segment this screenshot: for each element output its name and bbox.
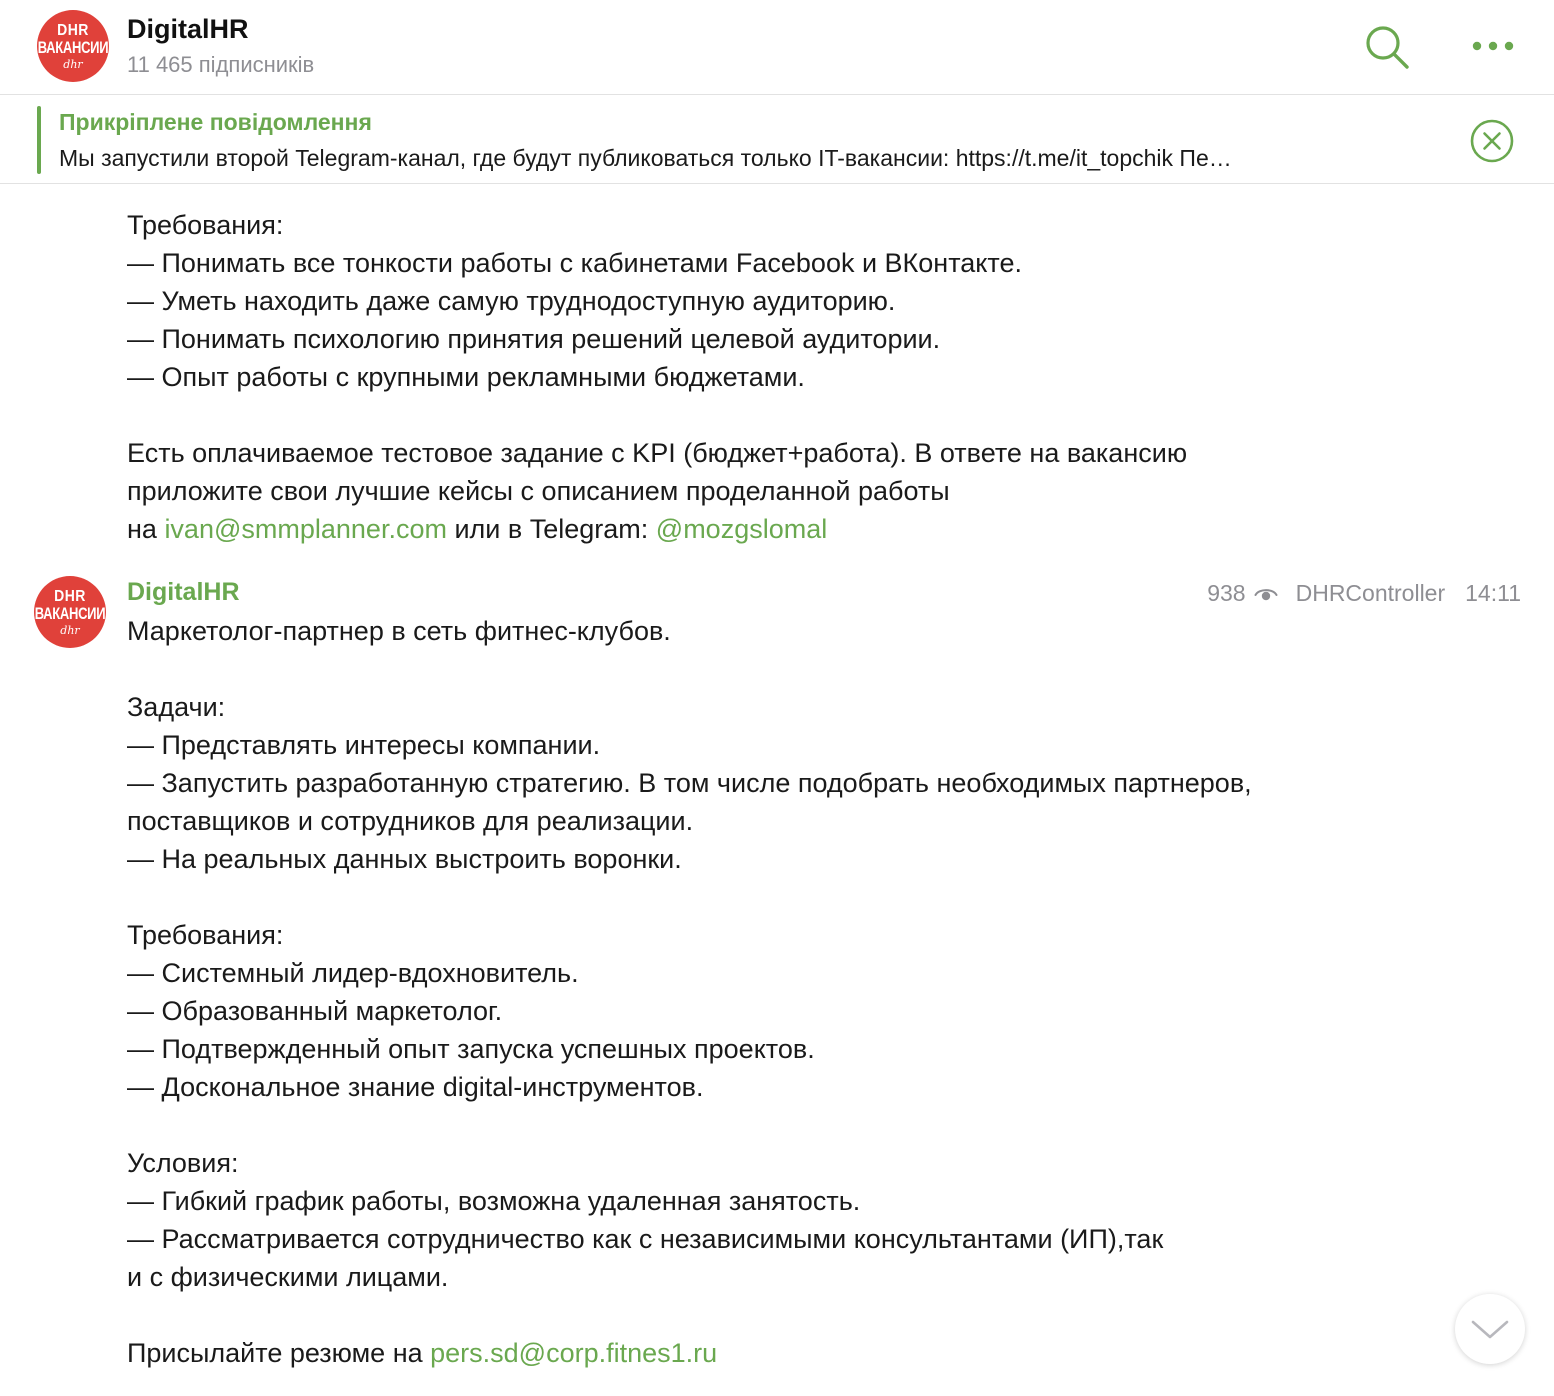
- more-options-button[interactable]: [1468, 28, 1518, 64]
- blank-line: [127, 1296, 1252, 1334]
- message-line: — Подтвержденный опыт запуска успешных проектов.: [127, 1034, 815, 1064]
- eye-icon: [1254, 584, 1278, 604]
- avatar-text-bottom: dhr: [60, 624, 80, 637]
- chevron-down-icon: [1470, 1317, 1510, 1341]
- message-contact-line: [127, 510, 1187, 548]
- blank-line: [127, 878, 1252, 916]
- resume-prefix: Присылайте резюме на: [127, 1338, 431, 1368]
- message-line: — Образованный маркетолог.: [127, 996, 503, 1026]
- message-line: — Доскональное знание digital-инструментов.: [127, 1072, 704, 1102]
- avatar-text-middle: ВАКАНСИИ: [37, 38, 109, 57]
- pinned-text: Мы запустили второй Telegram-канал, где будут публиковаться только IT-вакансии: https://t.me/it_topchik Пе…: [59, 145, 1232, 171]
- view-count: 938: [1207, 580, 1246, 606]
- message-line: — Гибкий график работы, возможна удаленная занятость.: [127, 1186, 861, 1216]
- channel-title[interactable]: DigitalHR: [127, 14, 249, 44]
- message-line: и с физическими лицами.: [127, 1262, 449, 1292]
- message-body: [127, 206, 1187, 548]
- message-line: Требования:: [127, 210, 284, 240]
- contact-middle: или в Telegram:: [446, 514, 656, 544]
- message-line: Условия:: [127, 1148, 239, 1178]
- message-meta: [1207, 580, 1521, 607]
- channel-avatar[interactable]: [37, 10, 109, 82]
- pinned-message-banner[interactable]: [0, 96, 1554, 184]
- message-line: — Опыт работы с крупными рекламными бюджетами.: [127, 362, 805, 392]
- message-author-name[interactable]: DigitalHR: [127, 578, 240, 606]
- search-icon: [1364, 24, 1410, 70]
- message-line: — Понимать все тонкости работы с кабинетами Facebook и ВКонтакте.: [127, 248, 1022, 278]
- blank-line: [127, 650, 1252, 688]
- scroll-to-bottom-button[interactable]: [1455, 1294, 1525, 1364]
- message-author-avatar[interactable]: [34, 576, 106, 648]
- message-body: [127, 612, 1252, 1372]
- resume-email-link[interactable]: pers.sd@corp.fitnes1.ru: [430, 1338, 718, 1368]
- more-icon: [1471, 40, 1515, 52]
- message-line: Задачи:: [127, 692, 226, 722]
- blank-line: [127, 396, 1187, 434]
- message-line: — Представлять интересы компании.: [127, 730, 601, 760]
- avatar-text-top: DHR: [54, 585, 86, 605]
- message-line: — Уметь находить даже самую труднодоступную аудиторию.: [127, 286, 896, 316]
- message-line: Маркетолог-партнер в сеть фитнес-клубов.: [127, 616, 671, 646]
- pinned-label: Прикріплене повідомлення: [59, 109, 372, 135]
- email-link[interactable]: ivan@smmplanner.com: [164, 514, 447, 544]
- message-line: — На реальных данных выстроить воронки.: [127, 844, 682, 874]
- avatar-text-bottom: dhr: [63, 58, 83, 71]
- unpin-close-button[interactable]: [1469, 118, 1515, 164]
- message-line: — Запустить разработанную стратегию. В том числе подобрать необходимых партнеров,: [127, 768, 1252, 798]
- post-signature: DHRController: [1295, 580, 1446, 606]
- blank-line: [127, 1106, 1252, 1144]
- avatar-text-top: DHR: [57, 19, 89, 39]
- search-button[interactable]: [1362, 22, 1412, 72]
- chat-header: [0, 0, 1554, 95]
- message-line: приложите свои лучшие кейсы с описанием проделанной работы: [127, 476, 950, 506]
- contact-prefix: на: [127, 514, 165, 544]
- message-line: Требования:: [127, 920, 284, 950]
- message-feed[interactable]: [0, 185, 1554, 1396]
- message-line: поставщиков и сотрудников для реализации.: [127, 806, 694, 836]
- close-circle-icon: [1469, 118, 1515, 164]
- message-line: — Системный лидер-вдохновитель.: [127, 958, 579, 988]
- message-time: 14:11: [1465, 580, 1521, 606]
- message-resume-line: [127, 1334, 1252, 1372]
- avatar-text-middle: ВАКАНСИИ: [34, 604, 106, 623]
- telegram-mention-link[interactable]: @mozgslomal: [655, 514, 828, 544]
- subscriber-count: 11 465 підписників: [127, 52, 315, 77]
- pinned-accent-bar: [37, 106, 41, 174]
- message-line: — Понимать психологию принятия решений целевой аудитории.: [127, 324, 941, 354]
- message-line: — Рассматривается сотрудничество как с независимыми консультантами (ИП),так: [127, 1224, 1164, 1254]
- message-line: Есть оплачиваемое тестовое задание с KPI (бюджет+работа). В ответе на вакансию: [127, 438, 1188, 468]
